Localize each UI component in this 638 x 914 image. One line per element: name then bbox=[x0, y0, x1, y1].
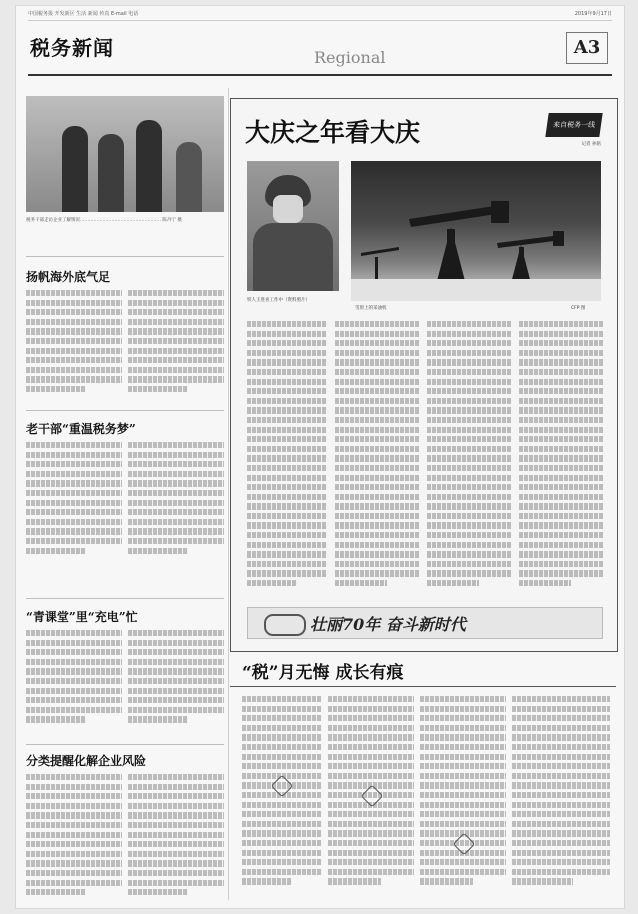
article-headline: 分类提醒化解企业风险 bbox=[26, 754, 147, 768]
section-header bbox=[28, 26, 612, 76]
article-body bbox=[128, 774, 224, 900]
masthead bbox=[28, 8, 612, 21]
worker-photo bbox=[247, 161, 339, 291]
divider bbox=[26, 744, 224, 745]
oil-photo-credit: CFP 图 bbox=[571, 306, 586, 311]
worker-photo-caption: 铁人王进喜工作中（资料照片） bbox=[247, 298, 310, 303]
anniversary-banner bbox=[247, 607, 603, 639]
feature-stamp: 来自税务一线 bbox=[545, 113, 602, 137]
article-body bbox=[26, 774, 122, 900]
bottom-body bbox=[512, 696, 610, 896]
news-photo bbox=[26, 96, 224, 212]
masthead-left: 中国税务报 开发新区 生活 新闻 传真 E-mail 电话 bbox=[28, 11, 139, 17]
article-headline: 老干部“重温税务梦” bbox=[26, 422, 136, 436]
article-headline: 扬帆海外底气足 bbox=[26, 270, 111, 284]
feature-box bbox=[230, 98, 618, 652]
article-body bbox=[128, 630, 224, 730]
feature-stamp-sub: 记者 孙铭 bbox=[581, 142, 601, 147]
section-title-english: Regional bbox=[314, 48, 386, 67]
feature-body bbox=[427, 321, 511, 599]
article-body bbox=[26, 630, 122, 730]
newspaper-page bbox=[16, 6, 624, 908]
page-number: A3 bbox=[566, 32, 608, 64]
feature-body bbox=[247, 321, 327, 599]
chain-icon bbox=[264, 614, 306, 636]
masthead-date: 2019年9月17日 bbox=[574, 11, 612, 17]
feature-title: 大庆之年看大庆 bbox=[245, 118, 421, 147]
divider bbox=[230, 686, 616, 687]
photo-caption: 税务干部走访企业了解情况……………………………………………… 陈丹宁 摄 bbox=[26, 218, 182, 223]
section-title: 税务新闻 bbox=[30, 36, 114, 60]
feature-body bbox=[335, 321, 419, 599]
banner-text: 壮丽70年 奋斗新时代 bbox=[310, 615, 466, 634]
divider bbox=[26, 410, 224, 411]
oil-pump-photo bbox=[351, 161, 601, 301]
article-body bbox=[128, 442, 224, 562]
divider bbox=[26, 598, 224, 599]
article-body bbox=[128, 290, 224, 400]
article-body bbox=[26, 290, 122, 400]
divider bbox=[26, 256, 224, 257]
article-body bbox=[26, 442, 122, 562]
feature-body bbox=[519, 321, 603, 599]
oil-photo-caption: 雪原上的采油机 bbox=[355, 306, 387, 311]
bottom-headline: “税”月无悔 成长有痕 bbox=[242, 663, 404, 683]
column-divider bbox=[228, 88, 229, 900]
bottom-body bbox=[420, 696, 506, 896]
article-headline: “青课堂”里“充电”忙 bbox=[26, 610, 138, 624]
